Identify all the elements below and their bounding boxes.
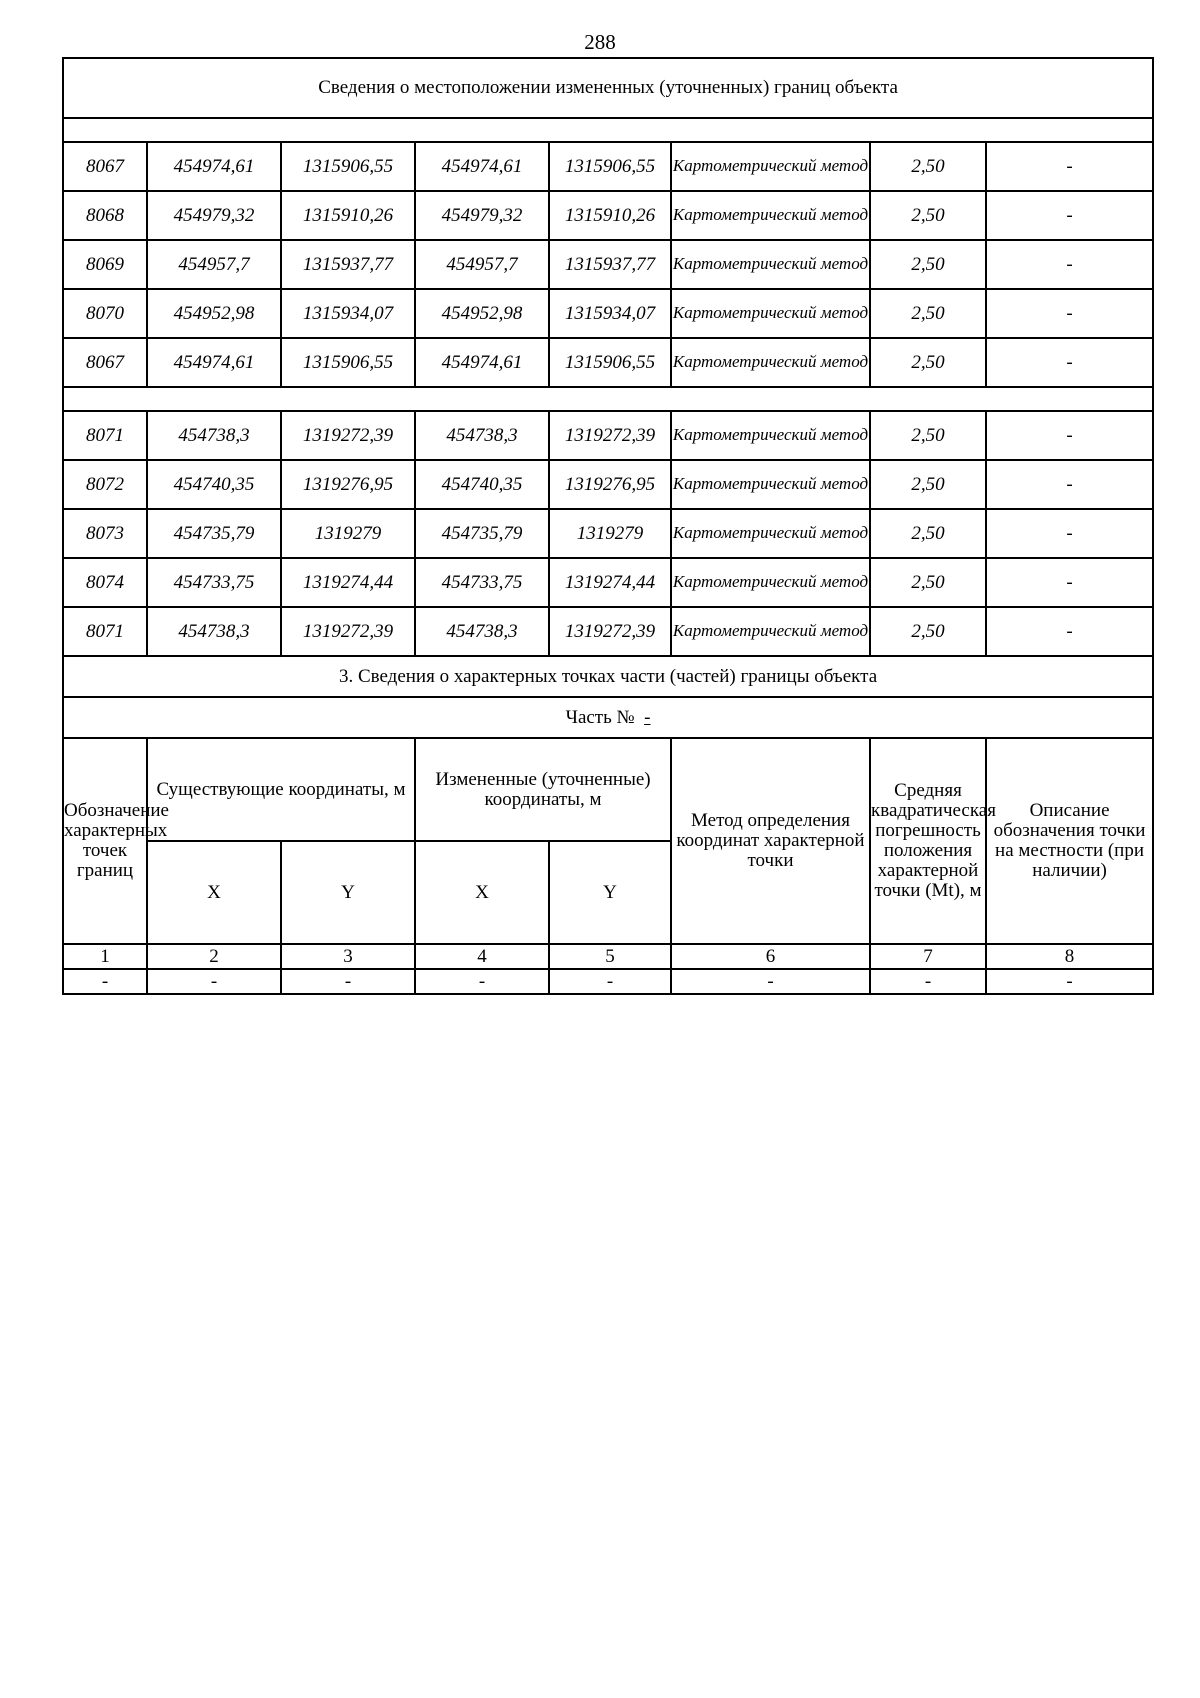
method: Картометрический метод [671, 191, 870, 240]
point-id: 8067 [63, 142, 147, 191]
mean-error: 2,50 [870, 509, 986, 558]
existing-x: 454974,61 [147, 142, 281, 191]
header-method: Метод определения координат характерной точки [671, 738, 870, 944]
table-row [63, 607, 1153, 656]
point-id: 8069 [63, 240, 147, 289]
changed-x: 454733,75 [415, 558, 549, 607]
changed-x: 454952,98 [415, 289, 549, 338]
column-number: 8 [986, 944, 1153, 969]
existing-y: 1315910,26 [281, 191, 415, 240]
description: - [986, 411, 1153, 460]
table-row [63, 191, 1153, 240]
mean-error: 2,50 [870, 240, 986, 289]
mean-error: 2,50 [870, 191, 986, 240]
mean-error: 2,50 [870, 289, 986, 338]
column-number: 6 [671, 944, 870, 969]
description: - [986, 558, 1153, 607]
method: Картометрический метод [671, 240, 870, 289]
method: Картометрический метод [671, 460, 870, 509]
table-row [63, 338, 1153, 387]
changed-y: 1315910,26 [549, 191, 671, 240]
existing-x: 454738,3 [147, 411, 281, 460]
empty-cell: - [549, 969, 671, 994]
existing-x: 454735,79 [147, 509, 281, 558]
point-id: 8067 [63, 338, 147, 387]
table-row [63, 289, 1153, 338]
description: - [986, 191, 1153, 240]
part-number [63, 697, 1153, 738]
changed-y: 1315906,55 [549, 338, 671, 387]
method: Картометрический метод [671, 558, 870, 607]
mean-error: 2,50 [870, 142, 986, 191]
header-point-designation: Обозначение характерных точек границ [63, 738, 147, 944]
existing-x: 454740,35 [147, 460, 281, 509]
header-row-1 [63, 738, 1153, 841]
existing-x: 454733,75 [147, 558, 281, 607]
column-number: 1 [63, 944, 147, 969]
existing-y: 1315906,55 [281, 338, 415, 387]
changed-y: 1315906,55 [549, 142, 671, 191]
header-changed-x: X [415, 841, 549, 944]
existing-y: 1315937,77 [281, 240, 415, 289]
mean-error: 2,50 [870, 558, 986, 607]
section3-title: 3. Сведения о характерных точках части (частей) границы объекта [63, 656, 1153, 697]
part-label: Часть № [565, 706, 640, 728]
method: Картометрический метод [671, 338, 870, 387]
mean-error: 2,50 [870, 411, 986, 460]
description: - [986, 142, 1153, 191]
changed-x: 454738,3 [415, 411, 549, 460]
mean-error: 2,50 [870, 338, 986, 387]
header-changed-y: Y [549, 841, 671, 944]
description: - [986, 460, 1153, 509]
column-number: 5 [549, 944, 671, 969]
part-value: - [644, 706, 651, 728]
existing-y: 1319276,95 [281, 460, 415, 509]
section3-row [63, 656, 1153, 697]
changed-x: 454740,35 [415, 460, 549, 509]
point-id: 8072 [63, 460, 147, 509]
existing-y: 1319279 [281, 509, 415, 558]
point-id: 8073 [63, 509, 147, 558]
changed-y: 1319279 [549, 509, 671, 558]
column-number: 4 [415, 944, 549, 969]
table-title: Сведения о местоположении измененных (уточненных) границ объекта [63, 58, 1153, 118]
changed-x: 454974,61 [415, 142, 549, 191]
existing-x: 454974,61 [147, 338, 281, 387]
changed-y: 1319276,95 [549, 460, 671, 509]
changed-y: 1315934,07 [549, 289, 671, 338]
method: Картометрический метод [671, 509, 870, 558]
table-row [63, 509, 1153, 558]
column-numbers-row [63, 944, 1153, 969]
empty-cell: - [281, 969, 415, 994]
header-existing-coords: Существующие координаты, м [147, 738, 415, 841]
point-id: 8074 [63, 558, 147, 607]
point-id: 8068 [63, 191, 147, 240]
method: Картометрический метод [671, 411, 870, 460]
description: - [986, 607, 1153, 656]
header-existing-y: Y [281, 841, 415, 944]
point-id: 8071 [63, 607, 147, 656]
empty-cell: - [986, 969, 1153, 994]
header-existing-x: X [147, 841, 281, 944]
mean-error: 2,50 [870, 460, 986, 509]
existing-x: 454952,98 [147, 289, 281, 338]
changed-x: 454957,7 [415, 240, 549, 289]
column-number: 3 [281, 944, 415, 969]
changed-x: 454735,79 [415, 509, 549, 558]
page-number: 288 [584, 30, 616, 54]
mean-error: 2,50 [870, 607, 986, 656]
existing-x: 454738,3 [147, 607, 281, 656]
column-number: 2 [147, 944, 281, 969]
empty-cell: - [63, 969, 147, 994]
header-description: Описание обозначения точки на местности (при наличии) [986, 738, 1153, 944]
changed-y: 1315937,77 [549, 240, 671, 289]
table-row [63, 142, 1153, 191]
changed-y: 1319274,44 [549, 558, 671, 607]
existing-x: 454979,32 [147, 191, 281, 240]
method: Картометрический метод [671, 289, 870, 338]
header-mean-error: Средняя квадратическая погрешность положения характерной точки (Mt), м [870, 738, 986, 944]
empty-cell: - [870, 969, 986, 994]
table-row [63, 969, 1153, 994]
table-row [63, 460, 1153, 509]
changed-y: 1319272,39 [549, 411, 671, 460]
method: Картометрический метод [671, 607, 870, 656]
existing-y: 1319272,39 [281, 607, 415, 656]
changed-x: 454974,61 [415, 338, 549, 387]
boundary-table [62, 57, 1154, 995]
empty-cell: - [415, 969, 549, 994]
point-id: 8070 [63, 289, 147, 338]
existing-x: 454957,7 [147, 240, 281, 289]
blank-row [63, 118, 1153, 142]
column-number: 7 [870, 944, 986, 969]
method: Картометрический метод [671, 142, 870, 191]
empty-cell: - [147, 969, 281, 994]
changed-x: 454979,32 [415, 191, 549, 240]
description: - [986, 289, 1153, 338]
description: - [986, 338, 1153, 387]
header-changed-coords: Измененные (уточненные) координаты, м [415, 738, 671, 841]
existing-y: 1315934,07 [281, 289, 415, 338]
changed-x: 454738,3 [415, 607, 549, 656]
changed-y: 1319272,39 [549, 607, 671, 656]
table-title-row [63, 58, 1153, 118]
description: - [986, 509, 1153, 558]
existing-y: 1319274,44 [281, 558, 415, 607]
table-row [63, 558, 1153, 607]
point-id: 8071 [63, 411, 147, 460]
table-row [63, 411, 1153, 460]
blank-row [63, 387, 1153, 411]
description: - [986, 240, 1153, 289]
table-row [63, 240, 1153, 289]
empty-cell: - [671, 969, 870, 994]
part-row [63, 697, 1153, 738]
existing-y: 1319272,39 [281, 411, 415, 460]
existing-y: 1315906,55 [281, 142, 415, 191]
